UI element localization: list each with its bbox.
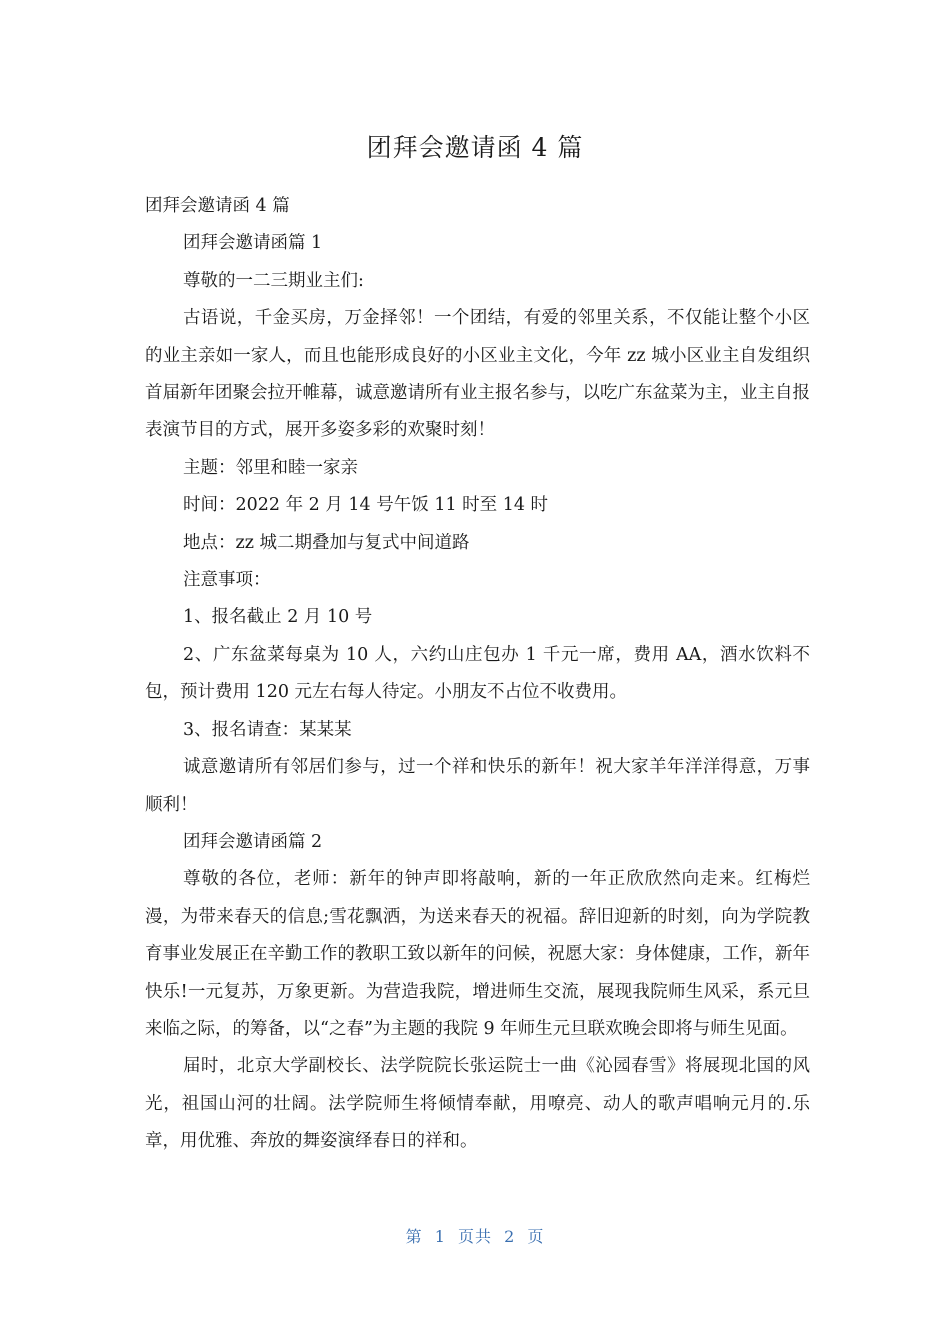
section-heading-1: 团拜会邀请函篇 1 bbox=[183, 233, 323, 254]
paragraph-theme: 主题：邻里和睦一家亲 bbox=[183, 457, 358, 478]
paragraph-greeting-2: 尊敬的各位，老师：新年的钟声即将敲响，新的一年正欣欣然向走来。红梅烂漫，为带来春天的信息;雪花飘洒，为送来春天的祝福。辞旧迎新的时刻，向为学院教育事业发展正在辛勤工作的教职工致以新年的问候，祝愿大家：身体健康，工作，新年快乐!一元复苏，万象更新。为营造我院，增进师生交流，展现我院师生风采，系元旦来临之际，的筹备，以“之春”为主题的我院 9 年师生元旦联欢晚会即将与师生见面。 bbox=[145, 869, 810, 1039]
salutation-1: 尊敬的一二三期业主们: bbox=[183, 270, 364, 291]
paragraph-closing: 诚意邀请所有邻居们参与，过一个祥和快乐的新年！祝大家羊年洋洋得意，万事顺利！ bbox=[145, 757, 810, 815]
paragraph-note-2: 2、广东盆菜每桌为 10 人，六约山庄包办 1 千元一席，费用 AA，酒水饮料不包，预计费用 120 元左右每人待定。小朋友不占位不收费用。 bbox=[145, 644, 810, 703]
paragraph-notes-heading: 注意事项： bbox=[183, 570, 271, 591]
paragraph-program-2: 届时，北京大学副校长、法学院院长张运院士一曲《沁园春雪》将展现北国的风光，祖国山河的壮阔。法学院师生将倾情奉献，用嘹亮、动人的歌声唱响元月的.乐章，用优雅、奔放的舞姿演绎春日的祥和。 bbox=[145, 1056, 810, 1152]
paragraph-note-1: 1、报名截止 2 月 10 号 bbox=[183, 607, 373, 628]
paragraph-location: 地点：zz 城二期叠加与复式中间道路 bbox=[183, 532, 470, 553]
paragraph-intro: 古语说，千金买房，万金择邻！一个团结，有爱的邻里关系，不仅能让整个小区的业主亲如一家人，而且也能形成良好的小区业主文化，今年 zz 城小区业主自发组织首届新年团聚会拉开帷幕，诚意邀请所有业主报名参与，以吃广东盆菜为主，业主自报表演节目的方式，展开多姿多彩的欢聚时刻！ bbox=[145, 308, 810, 441]
page-footer: 第 1 页共 2 页 bbox=[405, 1227, 545, 1246]
paragraph-note-3: 3、报名请查：某某某 bbox=[183, 719, 352, 740]
document-title: 团拜会邀请函 4 篇 bbox=[366, 133, 584, 162]
paragraph-time: 时间：2022 年 2 月 14 号午饭 11 时至 14 时 bbox=[183, 495, 549, 516]
paragraph-heading: 团拜会邀请函 4 篇 bbox=[145, 196, 290, 216]
document-body bbox=[145, 188, 810, 1161]
section-heading-2: 团拜会邀请函篇 2 bbox=[183, 831, 323, 852]
